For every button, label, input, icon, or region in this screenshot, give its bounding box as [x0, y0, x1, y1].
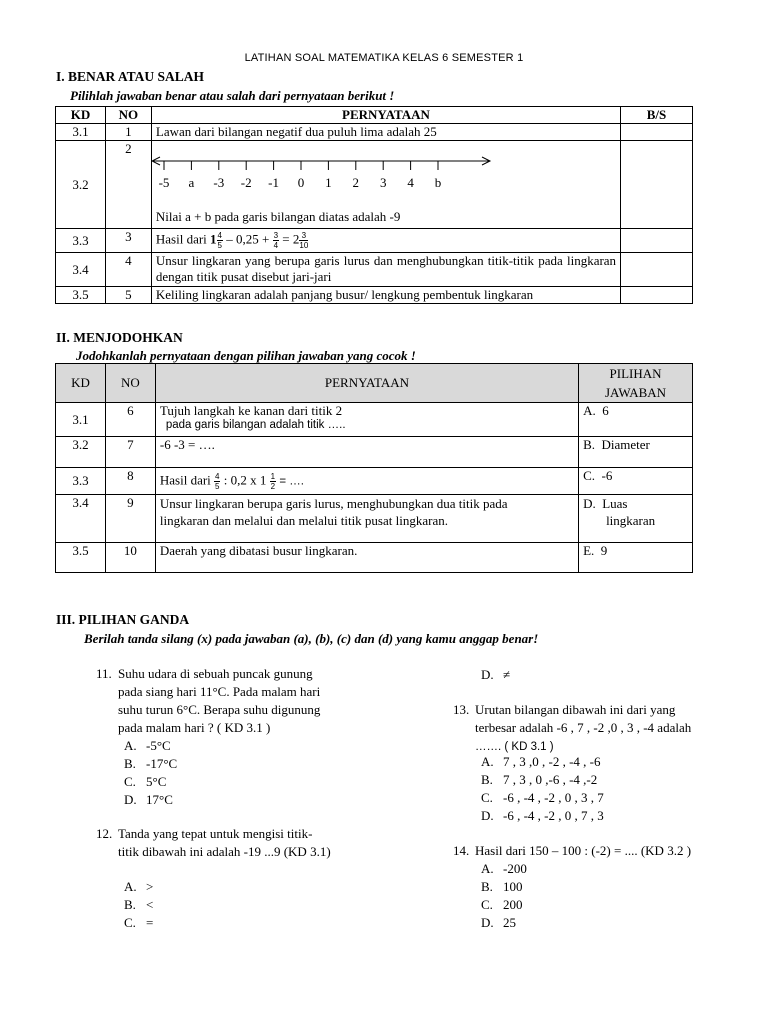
choice-letter: C.: [583, 468, 595, 483]
table-row: [56, 403, 693, 437]
option-text: -6 , -4 , -2 , 0 , 7 , 3: [503, 808, 604, 823]
no-cell: 10: [105, 543, 155, 573]
option-c[interactable]: [124, 773, 177, 791]
choice-cell: [579, 543, 693, 573]
option-text: 200: [503, 897, 523, 912]
option-letter: A.: [124, 738, 137, 753]
statement-cell: [151, 229, 620, 253]
statement-eq: = ….: [279, 474, 304, 487]
choice-letter: D.: [583, 496, 596, 511]
statement-cell: Unsur lingkaran yang berupa garis lurus dan menghubungkan titik-titik pada lingkaran dengan titik pusat disebut jari-jari: [151, 253, 620, 287]
answer-cell[interactable]: [621, 253, 693, 287]
option-text: -17°C: [146, 756, 178, 771]
question-14: [453, 842, 691, 860]
section3-instruction: Berilah tanda silang (x) pada jawaban (a), (b), (c) dan (d) yang kamu anggap benar!: [84, 631, 539, 646]
choice-text-line2: lingkaran: [606, 513, 656, 528]
option-letter: B.: [124, 756, 136, 771]
option-text: 100: [503, 879, 523, 894]
statement-line: Tujuh langkah ke kanan dari titik 2: [159, 403, 343, 418]
kd-cell: 3.1: [56, 403, 106, 437]
option-a[interactable]: [124, 737, 177, 755]
question-line: suhu turun 6°C. Berapa suhu digunung: [118, 702, 321, 717]
q14-options: [481, 860, 527, 932]
table-row: [56, 141, 693, 229]
fraction: [214, 472, 220, 491]
table-row: [56, 124, 693, 141]
option-letter: D.: [124, 792, 137, 807]
true-false-table: [55, 106, 693, 304]
option-letter: A.: [481, 754, 494, 769]
kd-cell: 3.4: [56, 253, 106, 287]
choice-cell: [579, 437, 693, 468]
number-line-label: -3: [213, 175, 225, 190]
choice-text: -6: [601, 468, 613, 483]
option-d[interactable]: [481, 914, 527, 932]
numerator: 3: [273, 231, 279, 240]
option-text: -6 , -4 , -2 , 0 , 3 , 7: [503, 790, 604, 805]
statement-line: Unsur lingkaran berupa garis lurus, menghubungkan dua titik pada: [159, 496, 508, 511]
option-letter: D.: [481, 667, 494, 682]
question-line: pada malam hari ? ( KD 3.1 ): [118, 720, 271, 735]
question-line: Hasil dari 150 – 100 : (-2) = .... (KD 3.2 ): [475, 843, 692, 858]
choice-cell: [579, 403, 693, 437]
option-letter: B.: [481, 879, 493, 894]
matching-table: [55, 363, 693, 573]
no-cell: 1: [105, 124, 151, 141]
question-line: Urutan bilangan dibawah ini dari yang: [475, 702, 676, 717]
option-text: 25: [503, 915, 516, 930]
no-cell: 6: [105, 403, 155, 437]
option-text: 7 , 3 , 0 ,-6 , -4 ,-2: [503, 772, 598, 787]
section2-heading: II. MENJODOHKAN: [56, 330, 183, 345]
number-line-label: -1: [268, 175, 279, 190]
option-text: <: [146, 897, 154, 912]
number-line-label: 2: [352, 175, 359, 190]
question-number: 14.: [453, 843, 470, 858]
option-text: >: [146, 879, 154, 894]
statement-eq: = 2: [282, 231, 300, 247]
number-line-label: b: [434, 175, 442, 190]
option-text: 17°C: [146, 792, 173, 807]
choice-letter: E.: [583, 543, 595, 558]
no-cell: 3: [105, 229, 151, 253]
statement-cell: [155, 468, 578, 495]
header-bs: B/S: [621, 107, 693, 124]
statement-cell: Daerah yang dibatasi busur lingkaran.: [155, 543, 578, 573]
number-line-label: 4: [407, 175, 414, 190]
table-row: [56, 468, 693, 495]
question-line: Suhu udara di sebuah puncak gunung: [118, 666, 313, 681]
answer-cell[interactable]: [621, 141, 693, 229]
number-line-label: -5: [158, 175, 170, 190]
fraction: [299, 231, 308, 250]
question-line: terbesar adalah -6 , 7 , -2 ,0 , 3 , -4 adalah: [475, 720, 692, 735]
answer-cell[interactable]: [621, 124, 693, 141]
choice-cell: [579, 495, 693, 543]
option-d[interactable]: [124, 791, 177, 809]
option-a[interactable]: [124, 878, 153, 896]
kd-cell: 3.3: [56, 229, 106, 253]
number-line-label: -2: [240, 175, 252, 190]
header-kd: KD: [56, 364, 106, 403]
option-text: -200: [503, 861, 527, 876]
answer-cell[interactable]: [621, 287, 693, 304]
kd-cell: 3.1: [56, 124, 106, 141]
option-c[interactable]: [124, 914, 153, 932]
option-letter: B.: [481, 772, 493, 787]
numerator: 1: [270, 471, 276, 481]
no-cell: 5: [105, 287, 151, 304]
option-text: 7 , 3 ,0 , -2 , -4 , -6: [503, 754, 601, 769]
option-letter: C.: [124, 915, 136, 930]
option-text: =: [146, 915, 154, 930]
question-line: Tanda yang tepat untuk mengisi titik-: [118, 826, 313, 841]
kd-cell: 3.2: [56, 141, 106, 229]
choice-letter: A.: [583, 403, 596, 418]
number-line-label: a: [188, 175, 195, 190]
question-13: [453, 701, 691, 756]
option-letter: A.: [481, 861, 494, 876]
option-letter: C.: [481, 897, 493, 912]
option-letter: D.: [481, 808, 494, 823]
choice-text: Diameter: [601, 437, 650, 452]
section1-heading: I. BENAR ATAU SALAH: [56, 69, 205, 84]
statement-cell: Lawan dari bilangan negatif dua puluh lima adalah 25: [151, 124, 620, 141]
statement-mid: – 0,25 +: [226, 231, 270, 247]
option-b[interactable]: [481, 771, 604, 789]
question-number: 11.: [96, 666, 112, 681]
header-pernyataan: PERNYATAAN: [155, 364, 578, 403]
option-c[interactable]: [481, 896, 527, 914]
statement-cell: [155, 495, 578, 543]
denominator: 2: [270, 481, 276, 491]
table-row: [56, 287, 693, 304]
statement-line: lingkaran dan melalui dan melalui titik pusat lingkaran.: [159, 513, 448, 528]
option-letter: D.: [481, 915, 494, 930]
option-text: -5°C: [146, 738, 171, 753]
page-title: LATIHAN SOAL MATEMATIKA KELAS 6 SEMESTER 1: [244, 52, 524, 64]
option-text: 5°C: [146, 774, 167, 789]
option-letter: A.: [124, 879, 137, 894]
choice-letter: B.: [583, 437, 595, 452]
kd-cell: 3.5: [56, 287, 106, 304]
question-line: titik dibawah ini adalah -19 ...9 (KD 3.1): [118, 844, 331, 859]
table-row: [56, 437, 693, 468]
choice-cell: [579, 468, 693, 495]
question-number: 12.: [96, 826, 113, 841]
header-no: NO: [105, 364, 155, 403]
statement-line: pada garis bilangan adalah titik …..: [165, 419, 346, 431]
option-text: ≠: [503, 667, 511, 682]
q13-options: [481, 753, 604, 825]
q11-options: [124, 737, 177, 809]
table-row: [56, 253, 693, 287]
header-kd: KD: [56, 107, 106, 124]
question-11: [96, 665, 320, 737]
section2-instruction: Jodohkanlah pernyataan dengan pilihan jawaban yang cocok !: [76, 348, 416, 363]
denominator: 5: [217, 241, 222, 250]
q12-options: [124, 878, 153, 932]
statement-mid: : 0,2 x 1: [223, 471, 267, 487]
kd-cell: 3.5: [56, 543, 106, 573]
header-pernyataan: PERNYATAAN: [151, 107, 620, 124]
question-line: pada siang hari 11°C. Pada malam hari: [118, 684, 321, 699]
statement-cell: [151, 141, 620, 229]
statement-prefix: Hasil dari: [159, 471, 211, 487]
denominator: 10: [299, 241, 309, 250]
statement-cell: -6 -3 = ….: [155, 437, 578, 468]
number-line-label: 1: [325, 175, 332, 190]
fraction: [217, 231, 223, 250]
option-b[interactable]: [124, 755, 177, 773]
option-letter: C.: [481, 790, 493, 805]
statement-cell: Keliling lingkaran adalah panjang busur/ lengkung pembentuk lingkaran: [151, 287, 620, 304]
option-letter: C.: [124, 774, 136, 789]
statement-cell: [155, 403, 578, 437]
no-cell: 4: [105, 253, 151, 287]
numerator: 3: [299, 231, 308, 241]
no-cell: 2: [105, 141, 151, 229]
fraction: [270, 472, 276, 491]
section3-heading: III. PILIHAN GANDA: [56, 612, 190, 627]
kd-cell: 3.3: [56, 468, 106, 495]
number-line-label: 3: [379, 175, 387, 190]
table-row: [56, 495, 693, 543]
option-c[interactable]: [481, 789, 604, 807]
question-line: ……. ( KD 3.1 ): [475, 741, 554, 753]
header-pilihan: PILIHAN JAWABAN: [579, 364, 693, 403]
fraction: [273, 231, 279, 250]
no-cell: 8: [105, 468, 155, 495]
kd-cell: 3.2: [56, 437, 106, 468]
kd-cell: 3.4: [56, 495, 106, 543]
mixed-whole: 1: [210, 231, 217, 247]
table-row: [56, 229, 693, 253]
statement-text: Nilai a + b pada garis bilangan diatas adalah -9: [155, 209, 401, 224]
statement-prefix: Hasil dari: [155, 231, 207, 247]
table-row: [56, 543, 693, 573]
numerator: 4: [215, 471, 220, 481]
choice-text: Luas: [602, 496, 628, 511]
header-no: NO: [105, 107, 151, 124]
denominator: 4: [273, 241, 279, 250]
section1-instruction: Pilihlah jawaban benar atau salah dari pernyataan berikut !: [70, 88, 395, 103]
no-cell: 9: [105, 495, 155, 543]
question-number: 13.: [453, 702, 470, 717]
choice-text: 6: [602, 403, 609, 418]
option-b[interactable]: [124, 896, 153, 914]
option-a[interactable]: [481, 860, 527, 878]
choice-text: 9: [600, 543, 608, 558]
q12-option-d[interactable]: [481, 666, 510, 684]
option-letter: B.: [124, 897, 136, 912]
numerator: 4: [217, 231, 222, 240]
option-b[interactable]: [481, 878, 527, 896]
option-a[interactable]: [481, 753, 604, 771]
number-line-label: 0: [297, 175, 305, 190]
question-12: [96, 825, 331, 861]
answer-cell[interactable]: [621, 229, 693, 253]
no-cell: 7: [105, 437, 155, 468]
denominator: 5: [215, 481, 220, 491]
option-d[interactable]: [481, 807, 604, 825]
